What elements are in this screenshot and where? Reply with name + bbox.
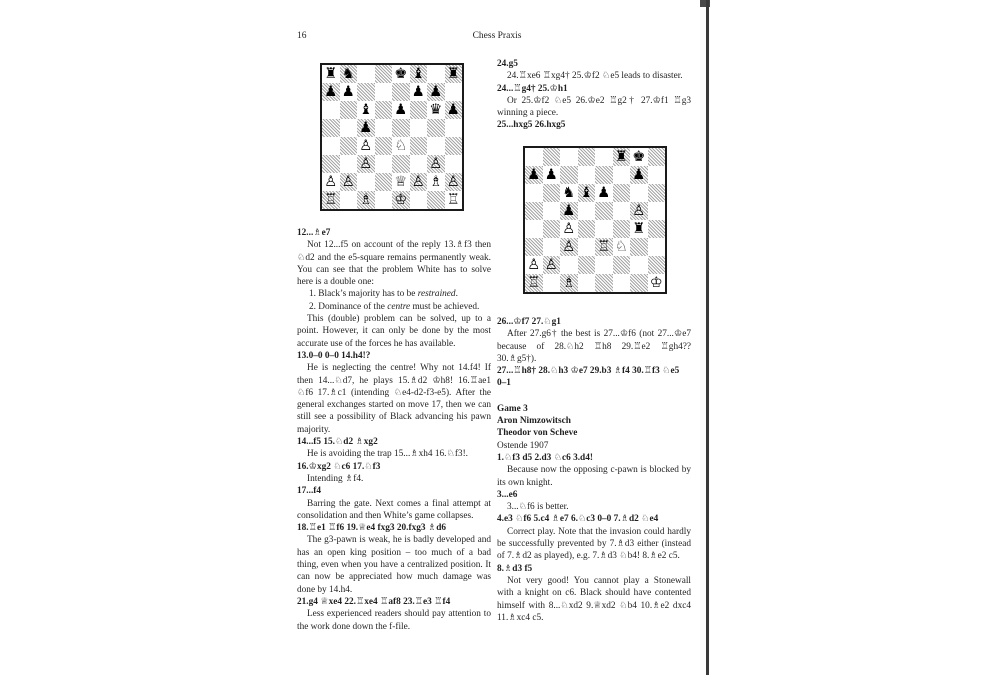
commentary: Correct play. Note that the invasion could hardly be successfully prevented by 7.♗d3 either (instead of 7.♗d2 as played), e.g. 7.♗d3 ♘b4! 8.♗e2 c5.	[497, 526, 691, 562]
board-square	[322, 155, 340, 173]
chess-piece: ♟	[324, 84, 338, 100]
chess-piece: ♖	[446, 192, 460, 208]
chess-diagram-1	[320, 63, 464, 211]
board-square	[595, 274, 613, 292]
board-square	[578, 184, 596, 202]
board-square	[648, 202, 666, 220]
board-square	[578, 256, 596, 274]
commentary: Because now the opposing c-pawn is blocked by its own knight.	[497, 465, 691, 488]
board-square	[613, 274, 631, 292]
board-square	[595, 202, 613, 220]
chess-piece: ♙	[359, 156, 373, 172]
board-square	[648, 238, 666, 256]
commentary: He is avoiding the trap 15...♗xh4 16.♘f3!.	[307, 449, 469, 460]
board-square	[630, 202, 648, 220]
commentary: Less experienced readers should pay attention to the work done down the f-file.	[297, 609, 491, 632]
board-square	[525, 148, 543, 166]
board-square	[648, 148, 666, 166]
board-square	[392, 191, 410, 209]
chess-piece: ♜	[324, 66, 338, 82]
chess-piece: ♘	[614, 239, 628, 255]
board-square	[357, 83, 375, 101]
chess-piece: ♟	[341, 84, 355, 100]
board-square	[543, 274, 561, 292]
list-item	[297, 288, 491, 300]
board-square	[578, 220, 596, 238]
running-title: Chess Praxis	[472, 31, 522, 41]
move-line: 24.g5	[497, 59, 518, 69]
board-square	[543, 256, 561, 274]
board-square	[340, 83, 358, 101]
board-square	[525, 220, 543, 238]
board-square	[322, 137, 340, 155]
chess-piece: ♚	[632, 149, 646, 165]
right-column-bottom	[497, 316, 691, 624]
commentary: Not very good! You cannot play a Stonewall with a knight on c6. Black should have contented himself with 8...♘xd2 9.♕xd2 ♘b4 10.♗e2 dxc4 11.♗xc4 c5.	[497, 575, 691, 623]
board-square	[630, 166, 648, 184]
commentary: This (double) problem can be solved, up to a point. However, it can only be done by the most accurate use of the forces he has available.	[297, 314, 491, 349]
board-square	[410, 83, 428, 101]
board-square	[427, 101, 445, 119]
board-square	[410, 155, 428, 173]
board-square	[375, 119, 393, 137]
board-square	[427, 191, 445, 209]
chess-piece: ♟	[562, 203, 576, 219]
board-square	[543, 184, 561, 202]
board-square	[525, 274, 543, 292]
chess-piece: ♔	[394, 192, 408, 208]
move-line: 3...e6	[497, 489, 518, 500]
chess-piece: ♜	[614, 149, 628, 165]
board-square	[560, 202, 578, 220]
board-square	[595, 220, 613, 238]
board-square	[392, 101, 410, 119]
board-square	[340, 137, 358, 155]
move-line: 18.♖e1 ♖f6 19.♕e4 fxg3 20.fxg3 ♗d6	[297, 523, 447, 534]
move-line: 26...♔f7 27.♘g1	[497, 317, 561, 327]
commentary: After 27.g6† the best is 27...♔f6 (not 27...♔e7 because of 28.♘h2 ♖h8 29.♖e2 ♖gh4?? 30.♗g5†).	[497, 329, 691, 364]
chess-piece: ♟	[411, 84, 425, 100]
board-square	[357, 119, 375, 137]
board-square	[445, 101, 463, 119]
board-square	[630, 274, 648, 292]
board-square	[375, 137, 393, 155]
chess-piece: ♜	[632, 221, 646, 237]
board-square	[427, 155, 445, 173]
chess-piece: ♟	[429, 84, 443, 100]
chess-piece: ♙	[527, 257, 541, 273]
chess-piece: ♖	[324, 192, 338, 208]
board-square	[410, 173, 428, 191]
board-square	[648, 184, 666, 202]
board-square	[392, 65, 410, 83]
chess-piece: ♟	[527, 167, 541, 183]
move-line: 17...f4	[297, 486, 322, 497]
board-square	[375, 65, 393, 83]
board-square	[392, 137, 410, 155]
chess-piece: ♔	[649, 275, 663, 291]
board-square	[322, 119, 340, 137]
chess-piece: ♟	[394, 102, 408, 118]
commentary: Intending ♗f4.	[307, 473, 364, 484]
board-square	[543, 148, 561, 166]
chess-piece: ♘	[394, 138, 408, 154]
commentary: 24.♖xe6 ♖xg4† 25.♔f2 ♘e5 leads to disaster.	[507, 71, 683, 82]
chess-piece: ♝	[411, 66, 425, 82]
board-square	[375, 83, 393, 101]
chess-piece: ♟	[544, 167, 558, 183]
board-square	[613, 166, 631, 184]
chess-piece: ♗	[429, 174, 443, 190]
scan-edge-line	[706, 0, 709, 675]
board-square	[410, 65, 428, 83]
board-square	[357, 191, 375, 209]
board-square	[543, 166, 561, 184]
board-square	[525, 184, 543, 202]
chess-piece: ♝	[579, 185, 593, 201]
game-event: Ostende 1907	[497, 440, 549, 451]
board-square	[445, 65, 463, 83]
board-square	[427, 83, 445, 101]
right-column-top	[497, 58, 691, 132]
board-square	[445, 191, 463, 209]
board-square	[613, 148, 631, 166]
move-line: 24...♖g4† 25.♔h1	[497, 83, 568, 94]
board-square	[322, 173, 340, 191]
left-column	[297, 227, 491, 633]
board-square	[560, 220, 578, 238]
player-white: Aron Nimzowitsch	[497, 416, 571, 427]
board-square	[630, 184, 648, 202]
board-square	[525, 238, 543, 256]
player-black: Theodor von Scheve	[497, 428, 578, 439]
chess-piece: ♞	[341, 66, 355, 82]
chess-piece: ♚	[394, 66, 408, 82]
board-square	[560, 166, 578, 184]
board-square	[595, 238, 613, 256]
commentary: Or 25.♔f2 ♘e5 26.♔e2 ♖g2† 27.♔f1 ♖g3 winning a piece.	[497, 95, 691, 119]
board-square	[595, 256, 613, 274]
chess-piece: ♕	[394, 174, 408, 190]
board-square	[543, 220, 561, 238]
chess-piece: ♞	[562, 185, 576, 201]
move-line: 8.♗d3 f5	[497, 563, 533, 574]
board-square	[445, 119, 463, 137]
move-line: 4.e3 ♘f6 5.c4 ♗e7 6.♘c3 0–0 7.♗d2 ♘e4	[497, 514, 659, 525]
board-square	[613, 184, 631, 202]
chess-piece: ♙	[562, 239, 576, 255]
board-square	[630, 256, 648, 274]
chess-piece: ♝	[359, 102, 373, 118]
commentary: The g3-pawn is weak, he is badly developed and has an open king position – too much of a bad thing, even when you have a centralized position. It can now be appreciated how much damage was done by 14.h4.	[297, 535, 491, 595]
board-square	[427, 173, 445, 191]
board-square	[427, 119, 445, 137]
board-square	[340, 65, 358, 83]
chess-piece: ♖	[527, 275, 541, 291]
board-square	[560, 238, 578, 256]
list-item	[297, 301, 491, 313]
board-square	[357, 173, 375, 191]
board-square	[578, 202, 596, 220]
chess-piece: ♖	[597, 239, 611, 255]
board-square	[427, 137, 445, 155]
board-square	[445, 155, 463, 173]
move-line: 12...♗e7	[297, 228, 331, 238]
move-line: 21.g4 ♕xe4 22.♖xe4 ♖af8 23.♖e3 ♖f4	[297, 596, 451, 607]
board-square	[322, 191, 340, 209]
board-square	[392, 119, 410, 137]
board-square	[630, 148, 648, 166]
list-text: 2. Dominance of the	[309, 301, 388, 312]
board-square	[392, 155, 410, 173]
emphasized-word: centre	[387, 301, 411, 312]
board-square	[340, 191, 358, 209]
board-square	[392, 173, 410, 191]
board-square	[322, 65, 340, 83]
board-square	[543, 202, 561, 220]
move-line: 1.♘f3 d5 2.d3 ♘c6 3.d4!	[497, 452, 593, 463]
board-square	[613, 256, 631, 274]
board-square	[445, 137, 463, 155]
board-square	[340, 101, 358, 119]
board-square	[375, 101, 393, 119]
chess-piece: ♟	[597, 185, 611, 201]
chess-piece: ♛	[429, 102, 443, 118]
chess-diagram-2	[523, 146, 667, 294]
board-square	[525, 202, 543, 220]
chess-piece: ♟	[632, 167, 646, 183]
chess-piece: ♗	[562, 275, 576, 291]
board-square	[648, 256, 666, 274]
board-square	[613, 220, 631, 238]
board-square	[375, 191, 393, 209]
chess-piece: ♙	[324, 174, 338, 190]
board-square	[357, 155, 375, 173]
board-square	[410, 191, 428, 209]
chess-piece: ♙	[562, 221, 576, 237]
list-text: must be achieved.	[410, 301, 480, 312]
board-square	[322, 101, 340, 119]
board-square	[648, 166, 666, 184]
board-square	[375, 155, 393, 173]
board-square	[613, 202, 631, 220]
move-line: 27...♖h8† 28.♘h3 ♔e7 29.b3 ♗f4 30.♖f3 ♘e5	[497, 366, 680, 377]
commentary: Barring the gate. Next comes a final attempt at consolidation and then White’s game collapses.	[297, 498, 491, 521]
chess-piece: ♙	[544, 257, 558, 273]
board-square	[613, 238, 631, 256]
board-square	[375, 173, 393, 191]
chess-piece: ♟	[359, 120, 373, 136]
board-square	[595, 166, 613, 184]
board-square	[445, 173, 463, 191]
board-square	[648, 220, 666, 238]
commentary: Not 12...f5 on account of the reply 13.♗f3 then ♘d2 and the e5-square remains permanently weak. You can see that the problem White has to solve here is a double one:	[297, 240, 491, 288]
board-square	[578, 274, 596, 292]
chess-piece: ♙	[411, 174, 425, 190]
board-square	[525, 166, 543, 184]
board-square	[392, 83, 410, 101]
commentary: He is neglecting the centre! Why not 14.f4! If then 14...♘d7, he plays 15.♗d2 ♔h8! 16.♖ae1 ♘f6 17.♗c1 (intending ♘e4-d2-f3-e5). After the general exchanges started on move 17, then we can still see a possibility of Black advancing his pawn majority.	[297, 363, 491, 435]
board-square	[560, 256, 578, 274]
commentary: 3...♘f6 is better.	[507, 502, 569, 513]
chess-piece: ♜	[446, 66, 460, 82]
board-square	[445, 83, 463, 101]
chess-piece: ♙	[341, 174, 355, 190]
board-square	[357, 101, 375, 119]
list-text: .	[455, 289, 458, 300]
board-square	[410, 137, 428, 155]
page-number: 16	[297, 31, 307, 41]
board-square	[543, 238, 561, 256]
emphasized-word: restrained	[417, 289, 456, 300]
chess-piece: ♙	[429, 156, 443, 172]
game-header-block	[497, 403, 691, 452]
board-square	[340, 119, 358, 137]
board-square	[340, 155, 358, 173]
board-square	[357, 137, 375, 155]
board-square	[578, 238, 596, 256]
board-square	[427, 65, 445, 83]
board-square	[560, 148, 578, 166]
board-square	[648, 274, 666, 292]
board-square	[560, 184, 578, 202]
board-square	[630, 238, 648, 256]
board-square	[578, 166, 596, 184]
chess-piece: ♗	[359, 192, 373, 208]
move-line: 25...hxg5 26.hxg5	[497, 120, 566, 131]
board-square	[560, 274, 578, 292]
board-square	[410, 101, 428, 119]
list-text: 1. Black’s majority has to be	[309, 289, 418, 300]
chess-piece: ♙	[632, 203, 646, 219]
chess-piece: ♙	[446, 174, 460, 190]
board-square	[595, 184, 613, 202]
board-square	[357, 65, 375, 83]
board-square	[410, 119, 428, 137]
board-square	[525, 256, 543, 274]
board-square	[578, 148, 596, 166]
game-number: Game 3	[497, 403, 528, 414]
chess-piece: ♙	[359, 138, 373, 154]
game-result: 0–1	[497, 378, 511, 389]
move-line: 13.0–0 0–0 14.h4!?	[297, 350, 371, 361]
board-square	[322, 83, 340, 101]
chess-piece: ♟	[446, 102, 460, 118]
move-line: 16.♔xg2 ♘c6 17.♘f3	[297, 461, 381, 472]
board-square	[630, 220, 648, 238]
move-line: 14...f5 15.♘d2 ♗xg2	[297, 437, 378, 448]
board-square	[595, 148, 613, 166]
board-square	[340, 173, 358, 191]
